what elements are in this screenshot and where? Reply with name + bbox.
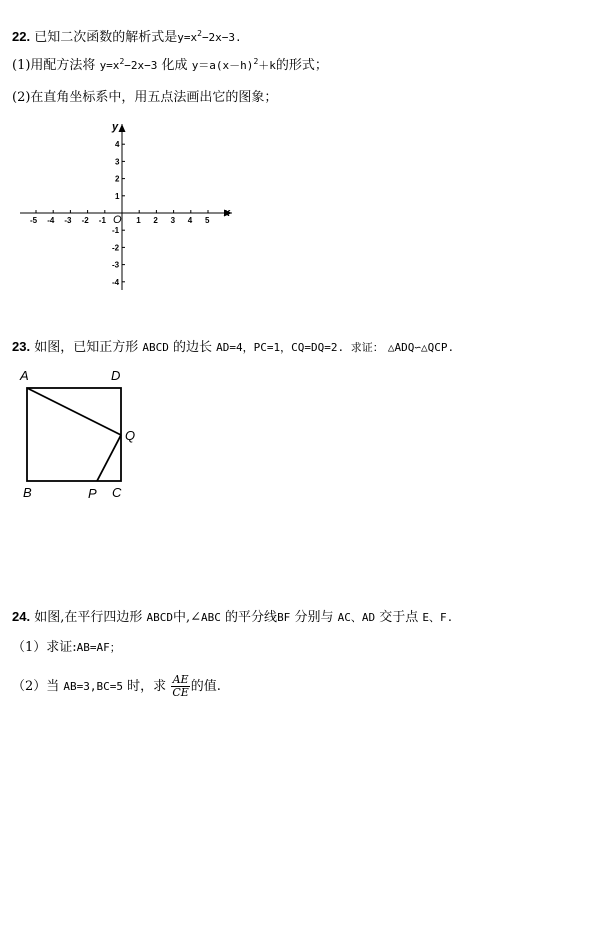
x-axis-label: x <box>224 207 231 219</box>
q24-part1 <box>12 640 121 656</box>
q24-text: 分别与 <box>294 610 334 625</box>
formula-sup: 2 <box>119 57 125 66</box>
fraction-numerator: AE <box>172 673 189 686</box>
x-tick-label: -2 <box>81 216 89 225</box>
q22-stem <box>12 26 242 46</box>
x-tick-label: 1 <box>136 216 141 225</box>
question-number: 23. <box>12 339 31 354</box>
formula-part: ＋k <box>258 59 276 72</box>
q23-values: AD=4，PC=1，CQ=DQ=2 <box>216 341 338 354</box>
label-b: B <box>23 485 32 500</box>
label-d: D <box>111 368 121 383</box>
x-tick-label: -5 <box>30 216 38 225</box>
q22-part1-post: 的形式； <box>275 58 328 73</box>
q22-formula <box>177 31 241 44</box>
q24-text: 如图,在平行四边形 <box>34 610 143 625</box>
segment-aq <box>27 388 121 435</box>
formula-part: −2x−3. <box>201 31 242 44</box>
q23-text: . 求证： <box>337 341 384 354</box>
y-tick-label: 4 <box>115 140 120 150</box>
q24-text: 交于点 <box>379 610 419 625</box>
q24-part1-equation: AB=AF； <box>76 641 121 654</box>
y-tick-label: -1 <box>112 226 120 236</box>
y-tick-label: -4 <box>112 277 120 287</box>
q23-stem <box>12 339 454 356</box>
q22-part1-formula2 <box>192 59 276 72</box>
q24-text: AC、AD <box>337 611 376 624</box>
q22-part2 <box>12 90 277 106</box>
q24-text: ABCD <box>146 611 173 624</box>
formula-part: y=x <box>99 59 120 72</box>
x-tick-label: -1 <box>98 216 106 225</box>
q22-part1 <box>12 54 328 74</box>
q24-part2 <box>12 674 221 699</box>
formula-part: y＝a(x－h) <box>191 59 254 72</box>
q24-text: E、F. <box>422 611 454 624</box>
q22-part1-formula1 <box>100 59 158 72</box>
q22-stem-text: 已知二次函数的解析式是 <box>34 30 178 45</box>
segment-qp <box>97 435 121 481</box>
fraction-denominator: CE <box>172 686 189 699</box>
q22-part1-pre: (1)用配方法将 <box>12 58 96 73</box>
x-tick-label: -4 <box>47 216 55 225</box>
square-abcd <box>27 388 121 481</box>
q24-text: ABC <box>201 611 221 624</box>
q24-stem <box>12 609 453 626</box>
q24-part2-values: AB=3,BC=5 <box>63 680 124 693</box>
q23-text: ABCD <box>142 341 169 354</box>
origin-label: O <box>113 214 122 226</box>
question-number: 22. <box>12 29 31 44</box>
q23-text: 如图，已知正方形 <box>34 340 139 355</box>
q24-part1-text: （1）求证: <box>12 640 77 655</box>
q23-proof-statement: △ADQ∽△QCP. <box>387 341 455 354</box>
square-figure <box>15 366 165 506</box>
y-tick-label: 3 <box>115 157 120 167</box>
y-axis-arrow <box>119 124 126 132</box>
q23-text: 的边长 <box>173 340 213 355</box>
formula-part: −2x−3 <box>124 59 158 72</box>
y-axis-label: y <box>112 121 119 133</box>
q24-part2-text: 的值. <box>190 679 221 694</box>
q22-part2-text: (2)在直角坐标系中，用五点法画出它的图象； <box>12 90 278 105</box>
y-tick-label: 1 <box>115 191 120 201</box>
q24-text: 中,∠ <box>173 610 202 625</box>
q24-text: 的平分线 <box>225 610 278 625</box>
fraction-ae-over-ce <box>171 674 189 699</box>
x-tick-label: -3 <box>64 216 72 225</box>
label-q: Q <box>125 428 136 443</box>
q24-part2-text: （2）当 <box>12 679 60 694</box>
formula-sup: 2 <box>197 29 202 38</box>
y-tick-label: 2 <box>115 174 120 184</box>
x-tick-label: 3 <box>170 216 176 225</box>
label-a: A <box>20 368 29 383</box>
y-tick-label: -3 <box>112 260 120 270</box>
y-tick-label: -2 <box>112 243 120 253</box>
x-tick-label: 2 <box>153 216 158 225</box>
q22-part1-mid: 化成 <box>161 58 188 73</box>
q24-text: BF <box>277 611 291 624</box>
coordinate-axes <box>10 118 250 298</box>
label-p: P <box>88 486 97 501</box>
q24-part2-text: 时，求 <box>127 679 167 694</box>
label-c: C <box>112 485 122 500</box>
x-tick-label: 4 <box>187 216 193 225</box>
x-tick-label: 5 <box>205 216 210 225</box>
formula-sup: 2 <box>253 57 259 66</box>
question-number: 24. <box>12 609 31 624</box>
formula-part: y=x <box>177 31 198 44</box>
